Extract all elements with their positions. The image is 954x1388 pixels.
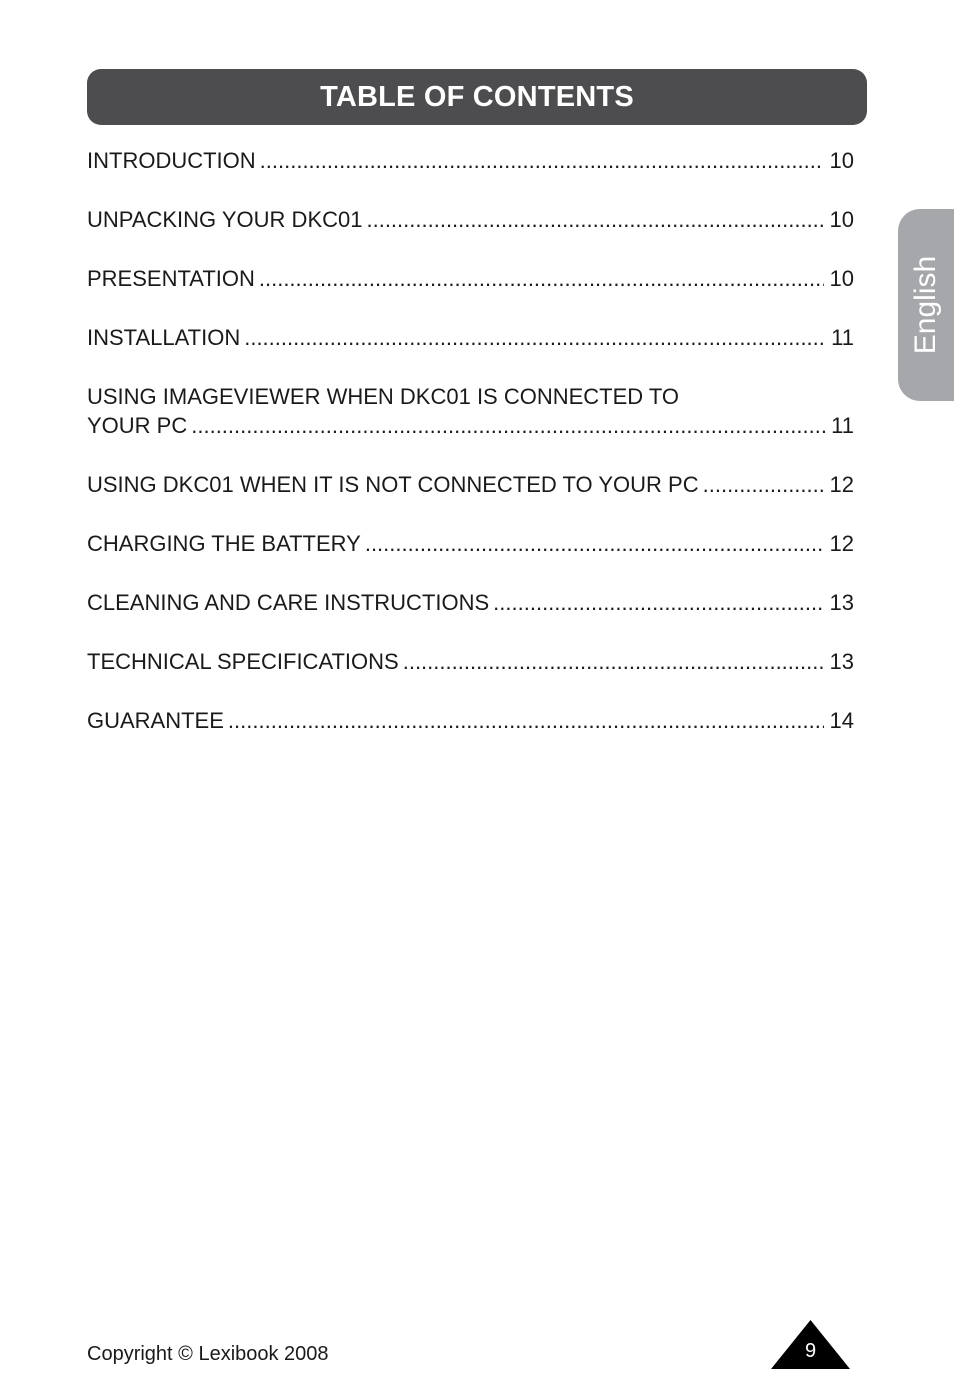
toc-entry[interactable] bbox=[87, 146, 854, 175]
page-number-marker bbox=[771, 1320, 850, 1369]
toc-leader-dots bbox=[244, 323, 825, 352]
toc-entry-title: CLEANING AND CARE INSTRUCTIONS bbox=[87, 590, 490, 615]
toc-leader-dots bbox=[191, 411, 825, 440]
toc-page-number: 10 bbox=[829, 207, 854, 232]
toc-entry-line bbox=[87, 588, 854, 617]
toc-entry-title: INTRODUCTION bbox=[87, 148, 256, 173]
page-number: 9 bbox=[804, 1340, 817, 1362]
toc-entry[interactable] bbox=[87, 470, 854, 499]
toc-entry[interactable] bbox=[87, 529, 854, 558]
toc-entry[interactable] bbox=[87, 647, 854, 676]
toc-entry-line bbox=[87, 205, 854, 234]
toc-page-number: 11 bbox=[831, 413, 854, 438]
toc-entry[interactable] bbox=[87, 323, 854, 352]
toc-entry-title: GUARANTEE bbox=[87, 708, 224, 733]
table-of-contents bbox=[87, 146, 854, 765]
toc-entry-line bbox=[87, 264, 854, 293]
toc-entry[interactable] bbox=[87, 382, 854, 440]
title-bar bbox=[87, 69, 867, 125]
toc-entry-line bbox=[87, 146, 854, 175]
toc-entry-line bbox=[87, 323, 854, 352]
toc-entry[interactable] bbox=[87, 706, 854, 735]
toc-page-number: 13 bbox=[829, 649, 854, 674]
toc-leader-dots bbox=[260, 146, 824, 175]
toc-page-number: 13 bbox=[829, 590, 854, 615]
toc-entry-title: YOUR PC bbox=[87, 413, 188, 438]
toc-entry-title: INSTALLATION bbox=[87, 325, 241, 350]
toc-page-number: 14 bbox=[829, 708, 854, 733]
toc-entry-title: PRESENTATION bbox=[87, 266, 255, 291]
toc-entry-line bbox=[87, 382, 854, 411]
toc-entry-line bbox=[87, 706, 854, 735]
toc-entry-line bbox=[87, 647, 854, 676]
toc-leader-dots bbox=[228, 706, 824, 735]
toc-leader-dots bbox=[403, 647, 824, 676]
copyright-text: Copyright © Lexibook 2008 bbox=[87, 1343, 329, 1365]
toc-page-number: 12 bbox=[829, 531, 854, 556]
toc-leader-dots bbox=[365, 529, 824, 558]
toc-leader-dots bbox=[703, 470, 824, 499]
language-tab-label: English bbox=[909, 255, 942, 355]
language-tab bbox=[898, 209, 954, 401]
toc-entry-title: UNPACKING YOUR DKC01 bbox=[87, 207, 363, 232]
toc-page-number: 12 bbox=[829, 472, 854, 497]
toc-page-number: 10 bbox=[829, 266, 854, 291]
toc-entry-line bbox=[87, 470, 854, 499]
toc-entry-line bbox=[87, 529, 854, 558]
toc-entry-title: USING IMAGEVIEWER WHEN DKC01 IS CONNECTED TO bbox=[87, 384, 680, 409]
toc-entry[interactable] bbox=[87, 588, 854, 617]
toc-leader-dots bbox=[259, 264, 824, 293]
page-title: TABLE OF CONTENTS bbox=[320, 80, 634, 113]
toc-leader-dots bbox=[366, 205, 823, 234]
toc-leader-dots bbox=[493, 588, 823, 617]
toc-page-number: 10 bbox=[829, 148, 854, 173]
toc-entry[interactable] bbox=[87, 264, 854, 293]
toc-entry-line bbox=[87, 411, 854, 440]
toc-page-number: 11 bbox=[831, 325, 854, 350]
toc-entry-title: CHARGING THE BATTERY bbox=[87, 531, 361, 556]
toc-entry[interactable] bbox=[87, 205, 854, 234]
toc-entry-title: USING DKC01 WHEN IT IS NOT CONNECTED TO YOUR PC bbox=[87, 472, 699, 497]
toc-entry-title: TECHNICAL SPECIFICATIONS bbox=[87, 649, 399, 674]
